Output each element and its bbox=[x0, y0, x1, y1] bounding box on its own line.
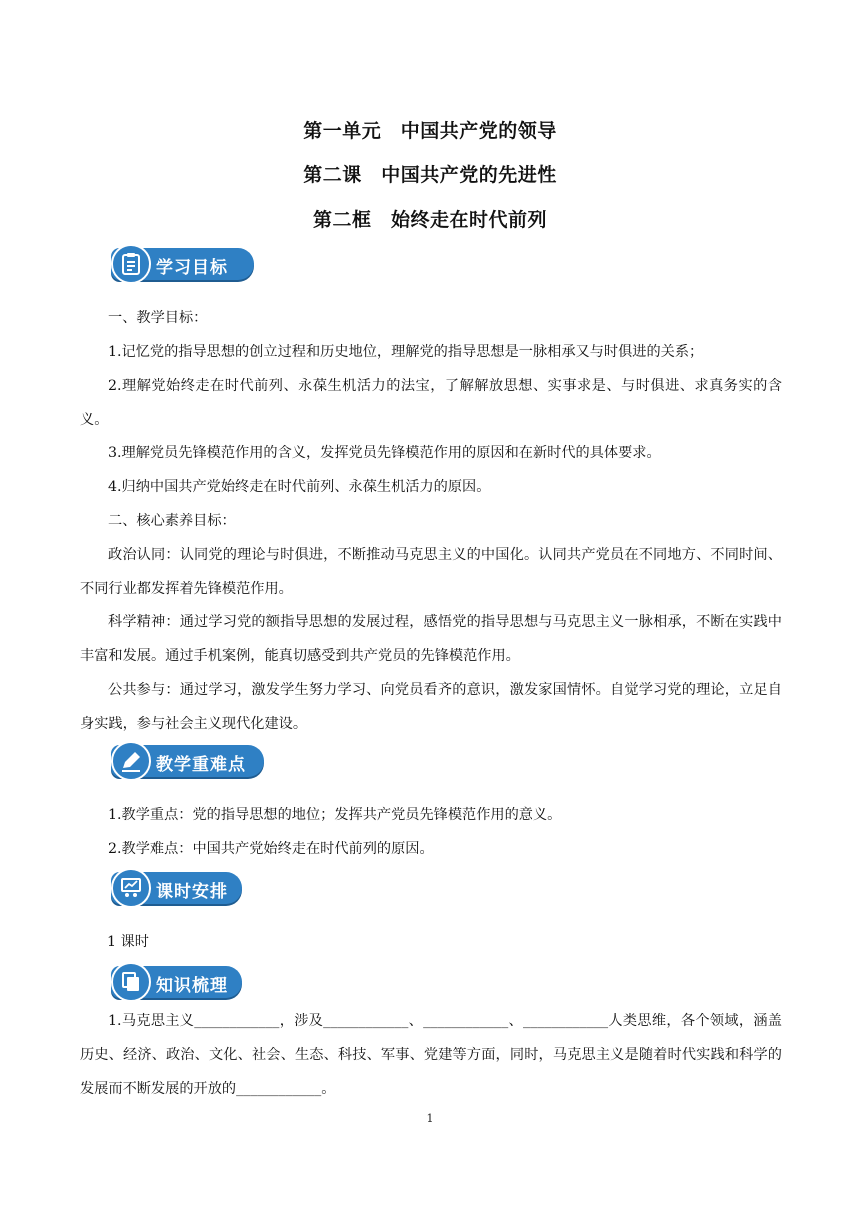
schedule-banner-label: 课时安排 bbox=[156, 882, 228, 902]
keypoints-banner bbox=[111, 741, 266, 781]
goals-heading-1: 一、教学目标： bbox=[108, 310, 208, 326]
goals-banner-label: 学习目标 bbox=[156, 258, 228, 278]
keypoints-banner-label: 教学重难点 bbox=[156, 755, 246, 775]
goal-participation: 公共参与：通过学习，激发学生努力学习、向党员看齐的意识，激发家国情怀。自觉学习党的理论，立足自身实践，参与社会主义现代化建设。 bbox=[80, 682, 782, 732]
goal-item-3: 3.理解党员先锋模范作用的含义，发挥党员先锋模范作用的原因和在新时代的具体要求。 bbox=[108, 445, 661, 461]
schedule-banner bbox=[111, 868, 244, 908]
goal-item-1: 1.记忆党的指导思想的创立过程和历史地位，理解党的指导思想是一脉相承又与时俱进的关系； bbox=[108, 344, 704, 360]
goals-heading-2: 二、核心素养目标： bbox=[108, 513, 236, 529]
page-number: 1 bbox=[426, 1112, 434, 1125]
goals-banner bbox=[111, 244, 256, 284]
keypoint-difficult: 2.教学难点：中国共产党始终走在时代前列的原因。 bbox=[108, 841, 434, 857]
schedule-hours: 1 课时 bbox=[107, 934, 149, 950]
lesson-title: 第二课 中国共产党的先进性 bbox=[303, 164, 557, 186]
section-title: 第二框 始终走在时代前列 bbox=[312, 209, 547, 231]
clipboard-list-icon bbox=[111, 244, 151, 284]
unit-title: 第一单元 中国共产党的领导 bbox=[303, 120, 557, 142]
knowledge-item-1: 1.马克思主义____________，涉及____________、____________、____________人类思维，各个领域，涵盖历史、经济、政治、文化、社会、生态、科技、军事、党建等方面，同时，马克思主义是随着时代实践和科学的发展而不断发展的开放的____________。 bbox=[80, 1013, 782, 1097]
pencil-check-icon bbox=[111, 741, 151, 781]
stacked-documents-icon bbox=[111, 962, 151, 1002]
knowledge-banner-label: 知识梳理 bbox=[156, 976, 228, 996]
presentation-board-icon bbox=[111, 868, 151, 908]
goal-politics: 政治认同：认同党的理论与时俱进，不断推动马克思主义的中国化。认同共产党员在不同地方、不同时间、不同行业都发挥着先锋模范作用。 bbox=[80, 547, 782, 597]
goal-item-4: 4.归纳中国共产党始终走在时代前列、永葆生机活力的原因。 bbox=[108, 479, 491, 495]
knowledge-banner bbox=[111, 962, 244, 1002]
keypoint-key: 1.教学重点：党的指导思想的地位；发挥共产党员先锋模范作用的意义。 bbox=[108, 807, 562, 823]
goal-science: 科学精神：通过学习党的额指导思想的发展过程，感悟党的指导思想与马克思主义一脉相承，不断在实践中丰富和发展。通过手机案例，能真切感受到共产党员的先锋模范作用。 bbox=[80, 614, 782, 664]
goal-item-2: 2.理解党始终走在时代前列、永葆生机活力的法宝，了解解放思想、实事求是、与时俱进、求真务实的含义。 bbox=[80, 378, 782, 428]
